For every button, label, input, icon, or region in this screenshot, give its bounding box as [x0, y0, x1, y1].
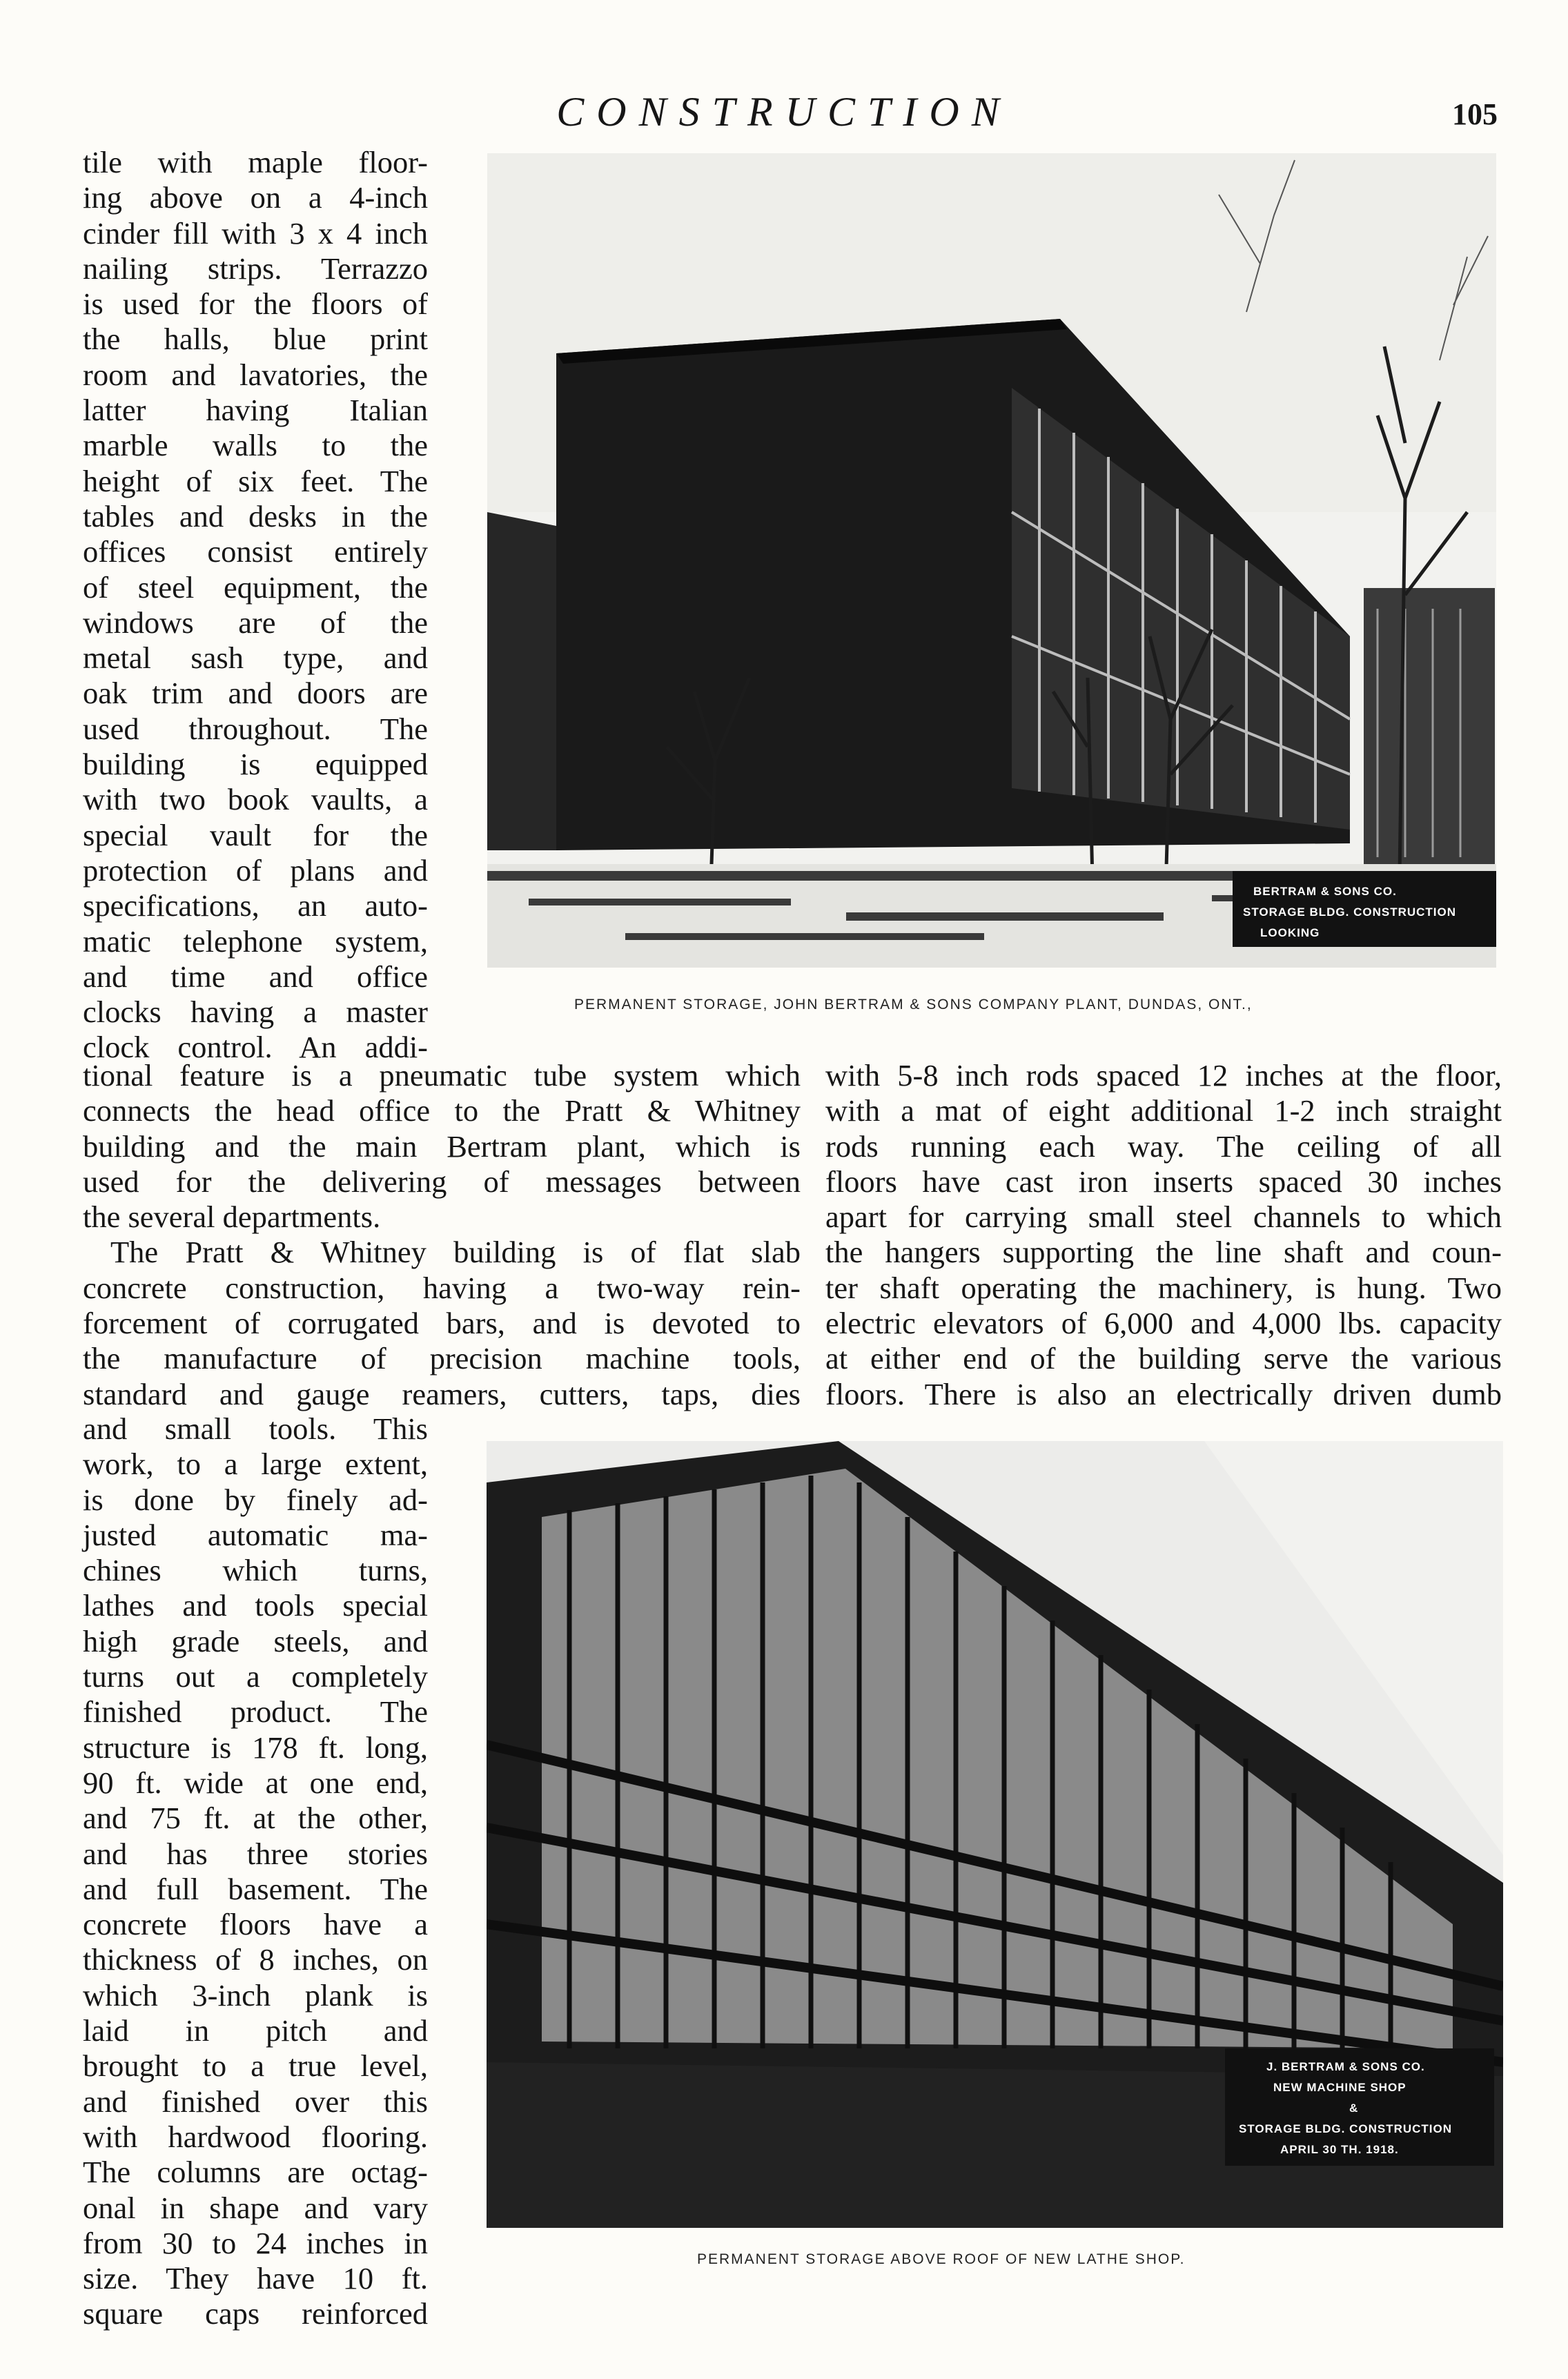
- text-line: lathes and tools special: [83, 1588, 428, 1623]
- text-line: apart for carrying small steel channels to which: [825, 1200, 1502, 1235]
- photo-caption-top: PERMANENT STORAGE, JOHN BERTRAM & SONS COMPANY PLANT, DUNDAS, ONT.,: [574, 997, 1253, 1012]
- text-line: ter shaft operating the machinery, is hung. Two: [825, 1270, 1502, 1305]
- text-line: connects the head office to the Pratt & Whitney: [83, 1093, 801, 1128]
- text-line: of steel equipment, the: [83, 569, 428, 605]
- text-line: The columns are octag-: [83, 2155, 428, 2190]
- text-line: from 30 to 24 inches in: [83, 2225, 428, 2260]
- text-line: the manufacture of precision machine tools,: [83, 1341, 801, 1376]
- text-line: building is equipped: [83, 747, 428, 782]
- text-line: structure is 178 ft. long,: [83, 1730, 428, 1765]
- text-line: electric elevators of 6,000 and 4,000 lbs. capacity: [825, 1306, 1502, 1341]
- plate-line-3: LOOKING: [1260, 926, 1320, 939]
- paragraph-pratt-whitney: [83, 1235, 801, 1411]
- text-line: The Pratt & Whitney building is of flat slab: [110, 1235, 801, 1270]
- storage-building-photo: [487, 153, 1496, 968]
- plate-line-a: J. BERTRAM & SONS CO.: [1266, 2060, 1425, 2073]
- text-line: specifications, an auto-: [83, 888, 428, 923]
- right-column-text: [825, 1058, 1502, 1412]
- text-line: matic telephone system,: [83, 923, 428, 959]
- text-line: room and lavatories, the: [83, 357, 428, 392]
- text-line: special vault for the: [83, 817, 428, 852]
- text-line: ing above on a 4-inch: [83, 180, 428, 215]
- text-line: height of six feet. The: [83, 463, 428, 498]
- text-line: which 3-inch plank is: [83, 1977, 428, 2013]
- text-line: floors have cast iron inserts spaced 30 inches: [825, 1164, 1502, 1199]
- text-line: with 5-8 inch rods spaced 12 inches at the floor,: [825, 1058, 1502, 1093]
- photo-caption-bottom: PERMANENT STORAGE ABOVE ROOF OF NEW LATHE SHOP.: [697, 2251, 1186, 2267]
- text-line: rods running each way. The ceiling of all: [825, 1128, 1502, 1164]
- text-line: thickness of 8 inches, on: [83, 1942, 428, 1977]
- text-line: with a mat of eight additional 1-2 inch straight: [825, 1093, 1502, 1128]
- text-line: protection of plans and: [83, 852, 428, 888]
- text-line: clocks having a master: [83, 995, 428, 1030]
- text-line: used for the delivering of messages between: [83, 1164, 801, 1199]
- text-line: is used for the floors of: [83, 286, 428, 322]
- text-line: justed automatic ma-: [83, 1517, 428, 1552]
- text-line: marble walls to the: [83, 428, 428, 463]
- text-line: 90 ft. wide at one end,: [83, 1765, 428, 1800]
- text-line: laid in pitch and: [83, 2013, 428, 2048]
- text-line: the several departments.: [83, 1200, 381, 1235]
- text-line: standard and gauge reamers, cutters, taps, dies: [83, 1376, 801, 1411]
- text-line: used throughout. The: [83, 711, 428, 746]
- text-line: offices consist entirely: [83, 534, 428, 569]
- text-line: is done by finely ad-: [83, 1482, 428, 1517]
- text-line: size. They have 10 ft.: [83, 2261, 428, 2296]
- plate-line-e: APRIL 30 TH. 1918.: [1280, 2143, 1399, 2156]
- text-line: floors. There is also an electrically driven dumb: [825, 1376, 1502, 1411]
- text-line: oak trim and doors are: [83, 676, 428, 711]
- text-line: at either end of the building serve the various: [825, 1341, 1502, 1376]
- text-line: brought to a true level,: [83, 2048, 428, 2084]
- text-line: the hangers supporting the line shaft and coun-: [825, 1235, 1502, 1270]
- text-line: and small tools. This: [83, 1411, 428, 1446]
- left-column-top-text: [83, 145, 428, 1066]
- plate-line-2: STORAGE BLDG. CONSTRUCTION: [1243, 905, 1457, 919]
- text-line: latter having Italian: [83, 393, 428, 428]
- text-line: tile with maple floor-: [83, 145, 428, 179]
- text-line: nailing strips. Terrazzo: [83, 251, 428, 286]
- plate-line-d: STORAGE BLDG. CONSTRUCTION: [1239, 2122, 1453, 2135]
- text-line: turns out a completely: [83, 1659, 428, 1694]
- text-line: concrete construction, having a two-way rein-: [83, 1270, 801, 1305]
- running-title: CONSTRUCTION: [556, 89, 1012, 135]
- text-line: tional feature is a pneumatic tube system which: [83, 1058, 801, 1093]
- paragraph-pneumatic-tube: [83, 1058, 801, 1235]
- text-line: tables and desks in the: [83, 498, 428, 533]
- plate-line-b: NEW MACHINE SHOP: [1273, 2081, 1407, 2094]
- text-line: onal in shape and vary: [83, 2190, 428, 2225]
- text-line: with two book vaults, a: [83, 782, 428, 817]
- text-line: and has three stories: [83, 1836, 428, 1871]
- text-line: and finished over this: [83, 2084, 428, 2119]
- text-line: square caps reinforced: [83, 2296, 428, 2331]
- text-line: metal sash type, and: [83, 640, 428, 676]
- text-line: concrete floors have a: [83, 1907, 428, 1942]
- text-line: the halls, blue print: [83, 322, 428, 357]
- text-line: work, to a large extent,: [83, 1447, 428, 1482]
- text-line: forcement of corrugated bars, and is devoted to: [83, 1306, 801, 1341]
- plate-line-c: &: [1349, 2102, 1359, 2115]
- left-column-bottom-text: [83, 1411, 428, 2332]
- text-line: building and the main Bertram plant, which is: [83, 1128, 801, 1164]
- page-number: 105: [1452, 97, 1498, 131]
- text-line: chines which turns,: [83, 1553, 428, 1588]
- text-line: cinder fill with 3 x 4 inch: [83, 215, 428, 251]
- left-column-middle-text: [83, 1058, 801, 1412]
- text-line: with hardwood flooring.: [83, 2119, 428, 2154]
- text-line: clock control. An addi-: [83, 1030, 428, 1065]
- text-line: finished product. The: [83, 1694, 428, 1730]
- text-line: and time and office: [83, 959, 428, 994]
- text-line: and 75 ft. at the other,: [83, 1801, 428, 1836]
- plate-line-1: BERTRAM & SONS CO.: [1253, 885, 1397, 898]
- text-line: windows are of the: [83, 605, 428, 640]
- text-line: high grade steels, and: [83, 1623, 428, 1658]
- lathe-shop-photo: [487, 1441, 1503, 2228]
- text-line: and full basement. The: [83, 1871, 428, 1906]
